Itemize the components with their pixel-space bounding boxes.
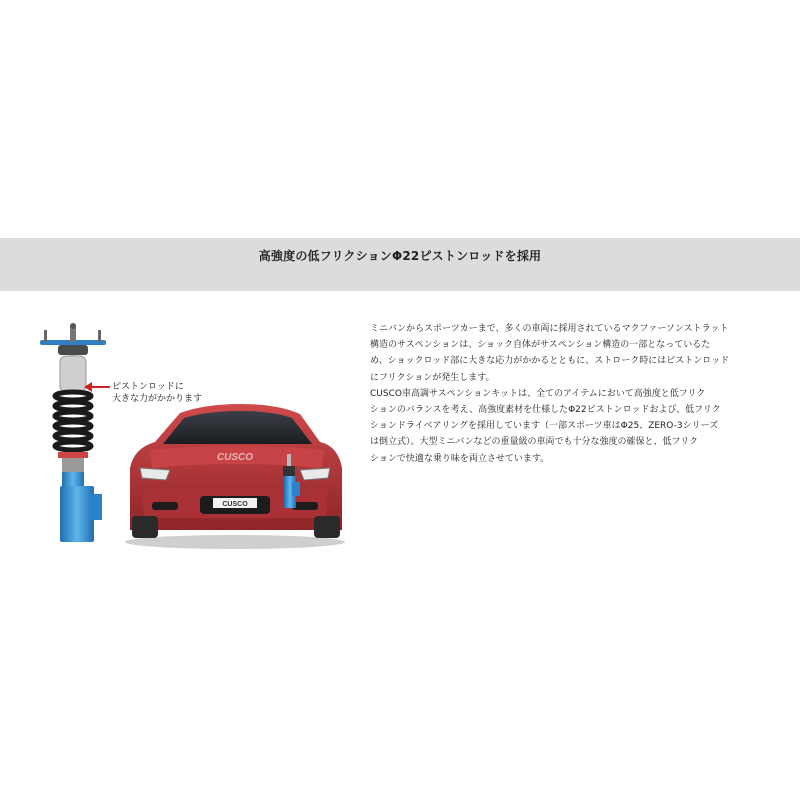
description-line: 構造のサスペンションは、ショック自体がサスペンション構造の一部となっているた [370, 340, 711, 351]
section-banner [0, 238, 800, 291]
car-image [125, 404, 345, 549]
description-line: め、ショックロッド部に大きな応力がかかるとともに、ストローク時にはピストンロッド [370, 356, 730, 367]
product-illustration [30, 318, 350, 550]
coilover-shock [40, 323, 106, 542]
callout-line: ピストンロッドに [112, 382, 184, 392]
description-line: は倒立式）。大型ミニバンなどの重量級の車両でも十分な強度の確保と、低フリク [370, 437, 698, 448]
description-line: ミニバンからスポーツカーまで、多くの車両に採用されているマクファーソンストラット [370, 324, 729, 334]
description-line: ションドライベアリングを採用しています（一部スポーツ車はΦ25、ZERO-3シリーズ [370, 421, 719, 432]
description-line: にフリクションが発生します。 [370, 372, 495, 383]
callout-line: 大きな力がかかります [112, 394, 203, 404]
description-text [370, 321, 780, 467]
piston-rod-callout [112, 381, 202, 405]
description-line: ションで快適な乗り味を両立させています。 [370, 453, 550, 464]
section-title: 高強度の低フリクションΦ22ピストンロッドを採用 [258, 249, 542, 263]
hood-logo: CUSCO [216, 452, 254, 463]
description-line: ションのバランスを考え、高強度素材を仕様したΦ22ピストンロッドおよび、低フリク [370, 405, 721, 416]
plate-logo: CUSCO [222, 501, 248, 508]
callout-arrow [84, 382, 110, 392]
description-line: CUSCO車高調サスペンションキットは、全てのアイテムにおいて高強度と低フリク [370, 388, 706, 399]
